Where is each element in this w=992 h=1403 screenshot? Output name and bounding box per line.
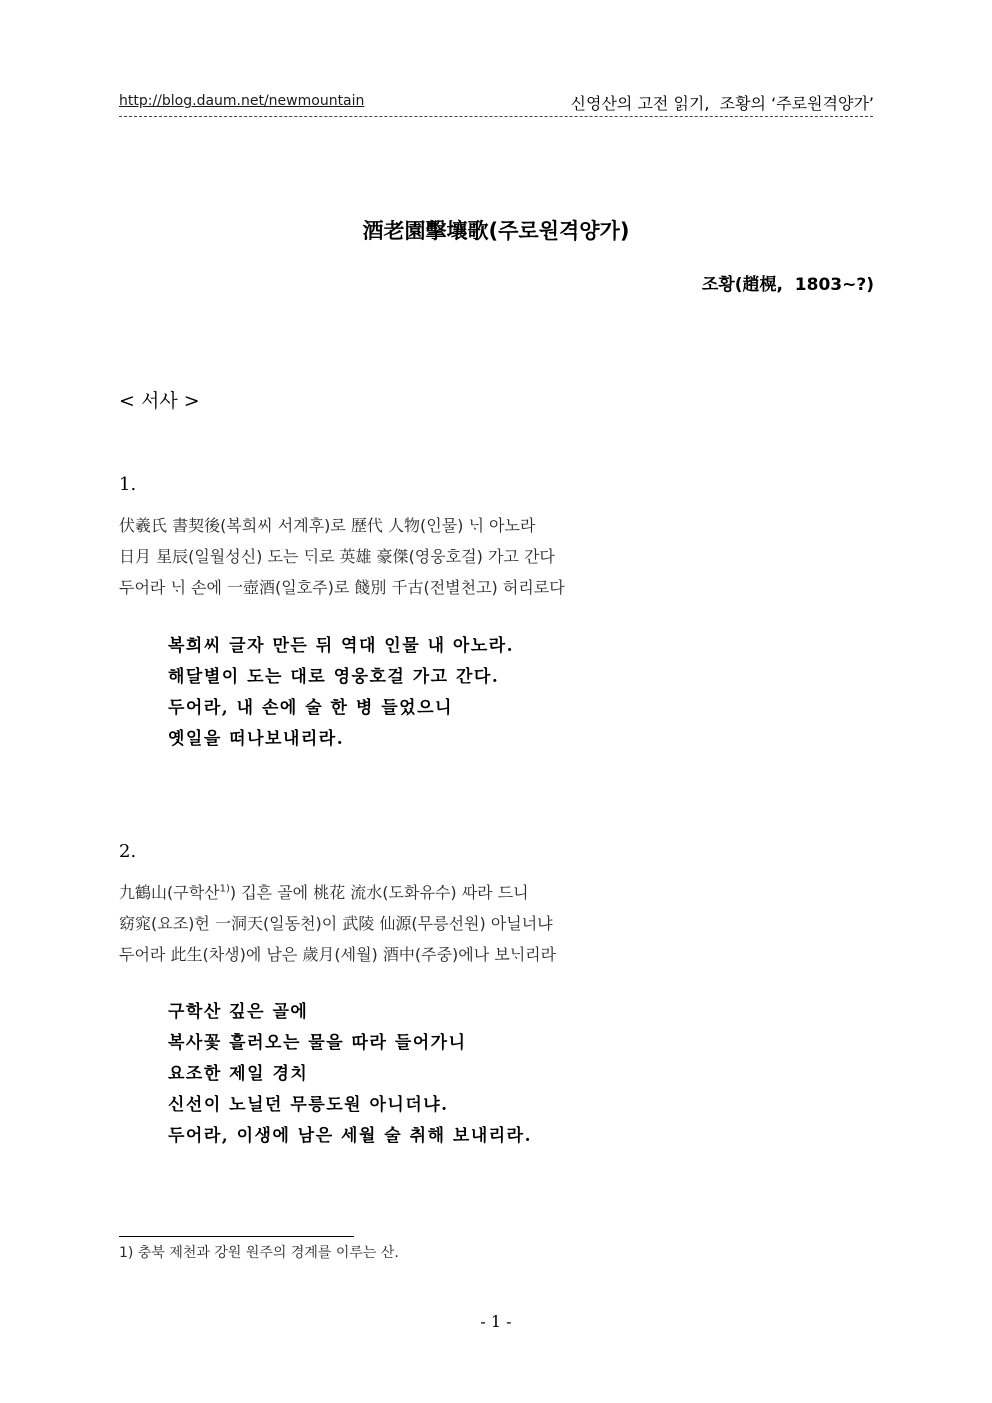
verse-2-original-text: 九鶴山(구학산 (119, 883, 220, 902)
verse-1-original-line: 伏羲氏 書契後(복희씨 서계후)로 歷代 人物(인물) ᄂᆡ 아노라 (119, 516, 536, 535)
footnote: 1) 충북 제천과 강원 원주의 경계를 이루는 산. (119, 1245, 399, 1261)
verse-2-translation-line: 요조한 제일 경치 (168, 1064, 309, 1084)
verse-2-original-line: 두어라 此生(차생)에 남은 歲月(세월) 酒中(주중)에나 보ᄂᆡ리라 (119, 945, 557, 964)
verse-2-number: 2. (119, 841, 137, 862)
header-divider (119, 116, 873, 117)
verse-1-original (119, 510, 565, 603)
document-title: 酒老園擊壤歌(주로원격양가) (362, 219, 630, 243)
verse-2-original-text: ) 깁흔 골에 桃花 流水(도화유수) ᄯᅡ라 드니 (229, 883, 529, 902)
verse-2-original (119, 877, 556, 970)
verse-1-original-line: 두어라 ᄂᆡ 손에 一壺酒(일호주)로 餞別 千古(전별천고) 허리로다 (119, 578, 565, 597)
verse-2-translation-line: 구학산 깊은 골에 (168, 1002, 309, 1022)
verse-2-translation (168, 997, 532, 1152)
verse-1-original-line: 日月 星辰(일월성신) 도는 ᄃᆡ로 英雄 豪傑(영웅호걸) 가고 간다 (119, 547, 555, 566)
author-line: 조황(趙榥, 1803~?) (701, 275, 874, 295)
header-title: 신영산의 고전 읽기, 조황의 ‘주로원격양가’ (570, 94, 874, 113)
blog-link[interactable]: http://blog.daum.net/newmountain (119, 93, 365, 109)
verse-2-translation-line: 신선이 노닐던 무릉도원 아니더냐. (168, 1095, 449, 1115)
verse-2-translation-line: 복사꽃 흘러오는 물을 따라 들어가니 (168, 1033, 467, 1053)
verse-1-translation-line: 복희씨 글자 만든 뒤 역대 인물 내 아노라. (168, 636, 515, 656)
verse-1-translation-line: 두어라, 내 손에 술 한 병 들었으니 (168, 698, 453, 718)
section-heading: < 서사 > (119, 390, 200, 412)
verse-1-number: 1. (119, 474, 137, 495)
verse-2-original-line: 窈窕(요조)헌 一洞天(일동천)이 武陵 仙源(무릉선원) 아닐너냐 (119, 914, 553, 933)
page-number: - 1 - (480, 1312, 512, 1331)
footnote-divider (119, 1236, 354, 1237)
verse-2-original-line (119, 877, 556, 908)
footnote-reference[interactable]: 1) (219, 883, 230, 895)
verse-1-translation-line: 해달별이 도는 대로 영웅호걸 가고 간다. (168, 667, 500, 687)
verse-1-translation (168, 631, 514, 755)
verse-1-translation-line: 옛일을 떠나보내리라. (168, 729, 345, 749)
verse-2-translation-line: 두어라, 이생에 남은 세월 술 취해 보내리라. (168, 1126, 533, 1146)
